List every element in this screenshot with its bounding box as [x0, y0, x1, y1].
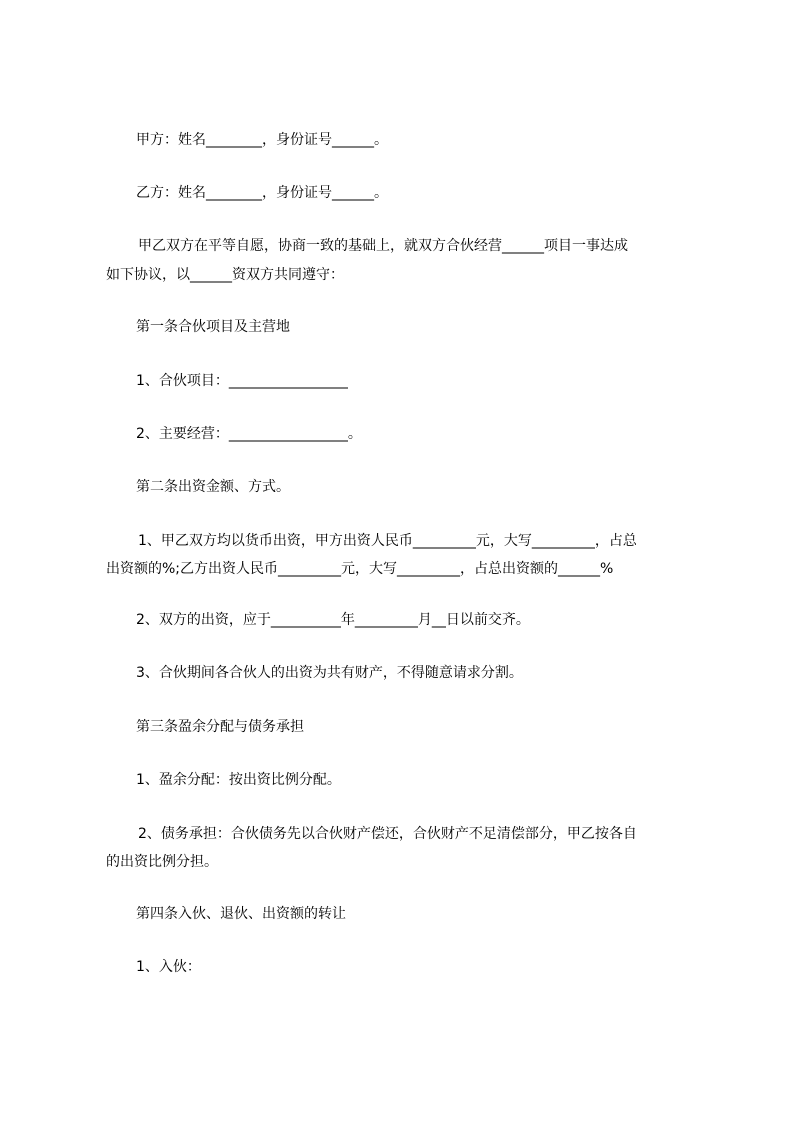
clause-3-2-line-1: 2、债务承担：合伙债务先以合伙财产偿还，合伙财产不足清偿部分，甲乙按各自 [138, 826, 637, 842]
party-b-line: 乙方：姓名________，身份证号______。 [136, 185, 388, 201]
clause-2-3: 3、合伙期间各合伙人的出资为共有财产，不得随意请求分割。 [136, 665, 523, 681]
clause-2-1-line-2: 出资额的%;乙方出资人民币_________元，大写_________，占总出资额的______% [106, 561, 614, 577]
clause-1-1: 1、合伙项目：_________________ [136, 373, 348, 389]
article-3-heading: 第三条盈余分配与债务承担 [136, 719, 304, 735]
clause-3-2-line-2: 的出资比例分担。 [106, 854, 218, 870]
clause-3-1: 1、盈余分配：按出资比例分配。 [136, 772, 341, 788]
preamble-line-1: 甲乙双方在平等自愿，协商一致的基础上，就双方合伙经营______项目一事达成 [138, 238, 628, 254]
party-a-line: 甲方：姓名________，身份证号______。 [136, 132, 388, 148]
clause-2-2: 2、双方的出资，应于__________年_________月__日以前交齐。 [136, 612, 530, 628]
clause-4-1: 1、入伙： [136, 959, 201, 975]
article-4-heading: 第四条入伙、退伙、出资额的转让 [136, 906, 346, 922]
preamble-line-2: 如下协议，以______资双方共同遵守： [106, 267, 344, 283]
article-2-heading: 第二条出资金额、方式。 [136, 479, 290, 495]
article-1-heading: 第一条合伙项目及主营地 [136, 319, 290, 335]
clause-2-1-line-1: 1、甲乙双方均以货币出资，甲方出资人民币_________元，大写_________，占总 [138, 533, 637, 549]
clause-1-2: 2、主要经营：_________________。 [136, 426, 362, 442]
